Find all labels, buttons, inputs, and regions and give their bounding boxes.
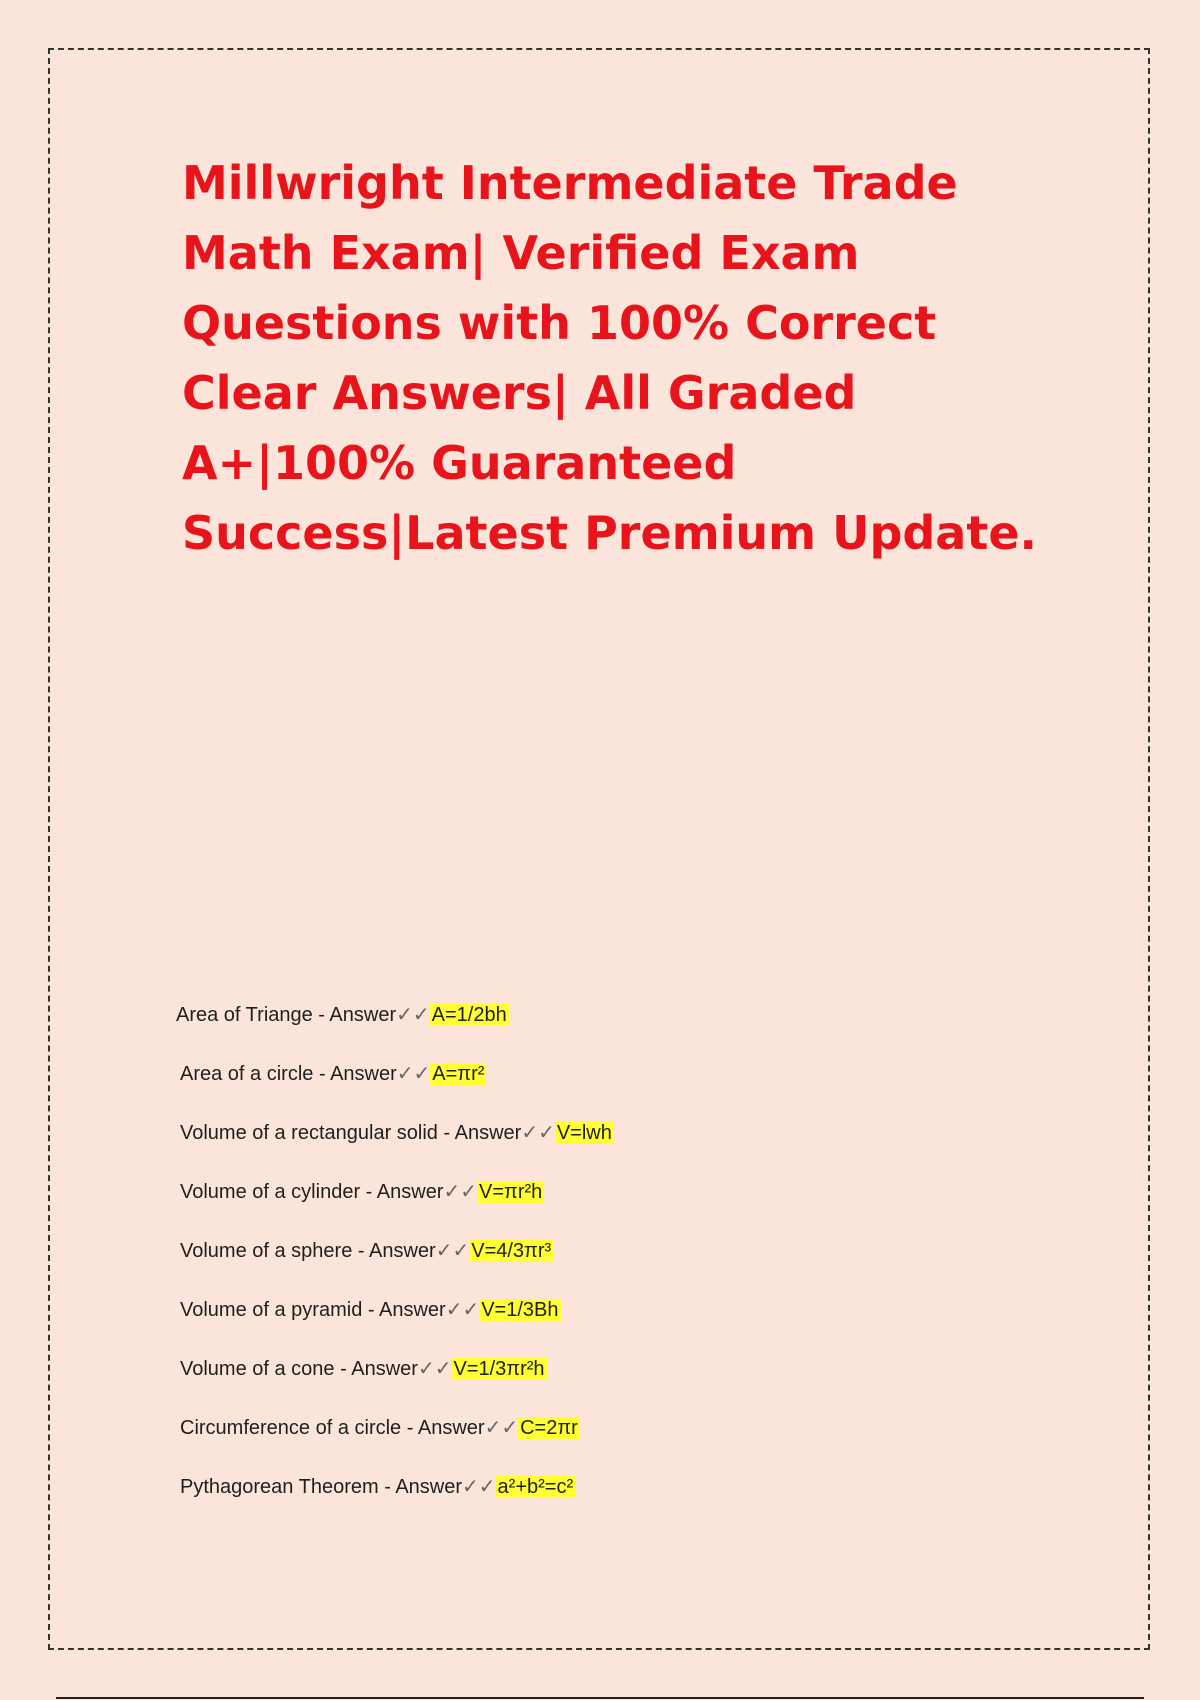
separator: - xyxy=(352,1240,370,1262)
answer-label: Answer xyxy=(376,1181,444,1203)
answer-label: Answer xyxy=(329,1004,397,1026)
qa-item-area-triangle xyxy=(176,1002,614,1061)
separator: - xyxy=(437,1122,455,1144)
answer-highlight: a²+b²=c² xyxy=(497,1476,574,1498)
qa-item-volume-cone xyxy=(180,1356,614,1415)
qa-item-circumference-circle xyxy=(180,1415,614,1474)
qa-item-pythagorean-theorem xyxy=(180,1474,614,1533)
answer-label: Answer xyxy=(379,1299,446,1321)
question-text: Volume of a sphere xyxy=(180,1240,353,1262)
question-text: Pythagorean Theorem xyxy=(180,1476,379,1498)
question-text: Area of Triange xyxy=(176,1004,313,1026)
separator: - xyxy=(401,1417,418,1439)
bottom-rule xyxy=(56,1697,1144,1699)
question-text: Circumference of a circle xyxy=(180,1417,402,1439)
answer-highlight: V=πr²h xyxy=(479,1181,543,1203)
question-text: Volume of a cylinder xyxy=(180,1181,361,1203)
answer-highlight: V=4/3πr³ xyxy=(471,1240,552,1262)
qa-item-area-circle xyxy=(180,1061,614,1120)
qa-list xyxy=(176,1002,614,1533)
separator: - xyxy=(312,1004,330,1026)
double-checkmark-icon: ✓✓ xyxy=(417,1356,452,1380)
separator: - xyxy=(362,1299,379,1321)
separator: - xyxy=(378,1476,396,1498)
answer-highlight: V=lwh xyxy=(556,1122,612,1144)
double-checkmark-icon: ✓✓ xyxy=(396,1061,431,1085)
question-text: Volume of a rectangular solid xyxy=(180,1122,438,1144)
double-checkmark-icon: ✓✓ xyxy=(435,1238,470,1262)
answer-highlight: V=1/3πr²h xyxy=(453,1358,545,1380)
answer-highlight: C=2πr xyxy=(520,1417,578,1439)
qa-item-volume-pyramid xyxy=(180,1297,614,1356)
answer-highlight: A=πr² xyxy=(432,1063,485,1085)
answer-label: Answer xyxy=(454,1122,522,1144)
qa-item-volume-sphere xyxy=(180,1238,614,1297)
separator: - xyxy=(313,1063,331,1085)
question-text: Volume of a cone xyxy=(180,1358,335,1380)
double-checkmark-icon: ✓✓ xyxy=(445,1297,480,1321)
question-text: Volume of a pyramid xyxy=(180,1299,363,1321)
qa-item-volume-rectangular-solid xyxy=(180,1120,614,1179)
question-text: Area of a circle xyxy=(180,1063,314,1085)
double-checkmark-icon: ✓✓ xyxy=(484,1415,519,1439)
answer-label: Answer xyxy=(417,1417,485,1439)
answer-label: Answer xyxy=(330,1063,397,1085)
answer-highlight: A=1/2bh xyxy=(431,1004,507,1026)
qa-item-volume-cylinder xyxy=(180,1179,614,1238)
answer-label: Answer xyxy=(351,1358,418,1380)
document-title: Millwright Intermediate Trade Math Exam| Verified Exam Questions with 100% Correct Clear Answers| All Graded A+|100% Guaranteed Success|Latest Premium Update. xyxy=(182,156,1037,560)
answer-label: Answer xyxy=(395,1476,463,1498)
double-checkmark-icon: ✓✓ xyxy=(443,1179,477,1203)
separator: - xyxy=(334,1358,352,1380)
separator: - xyxy=(360,1181,377,1203)
double-checkmark-icon: ✓✓ xyxy=(521,1120,555,1144)
double-checkmark-icon: ✓✓ xyxy=(396,1002,430,1026)
double-checkmark-icon: ✓✓ xyxy=(462,1474,496,1498)
answer-highlight: V=1/3Bh xyxy=(481,1299,559,1321)
answer-label: Answer xyxy=(369,1240,436,1262)
